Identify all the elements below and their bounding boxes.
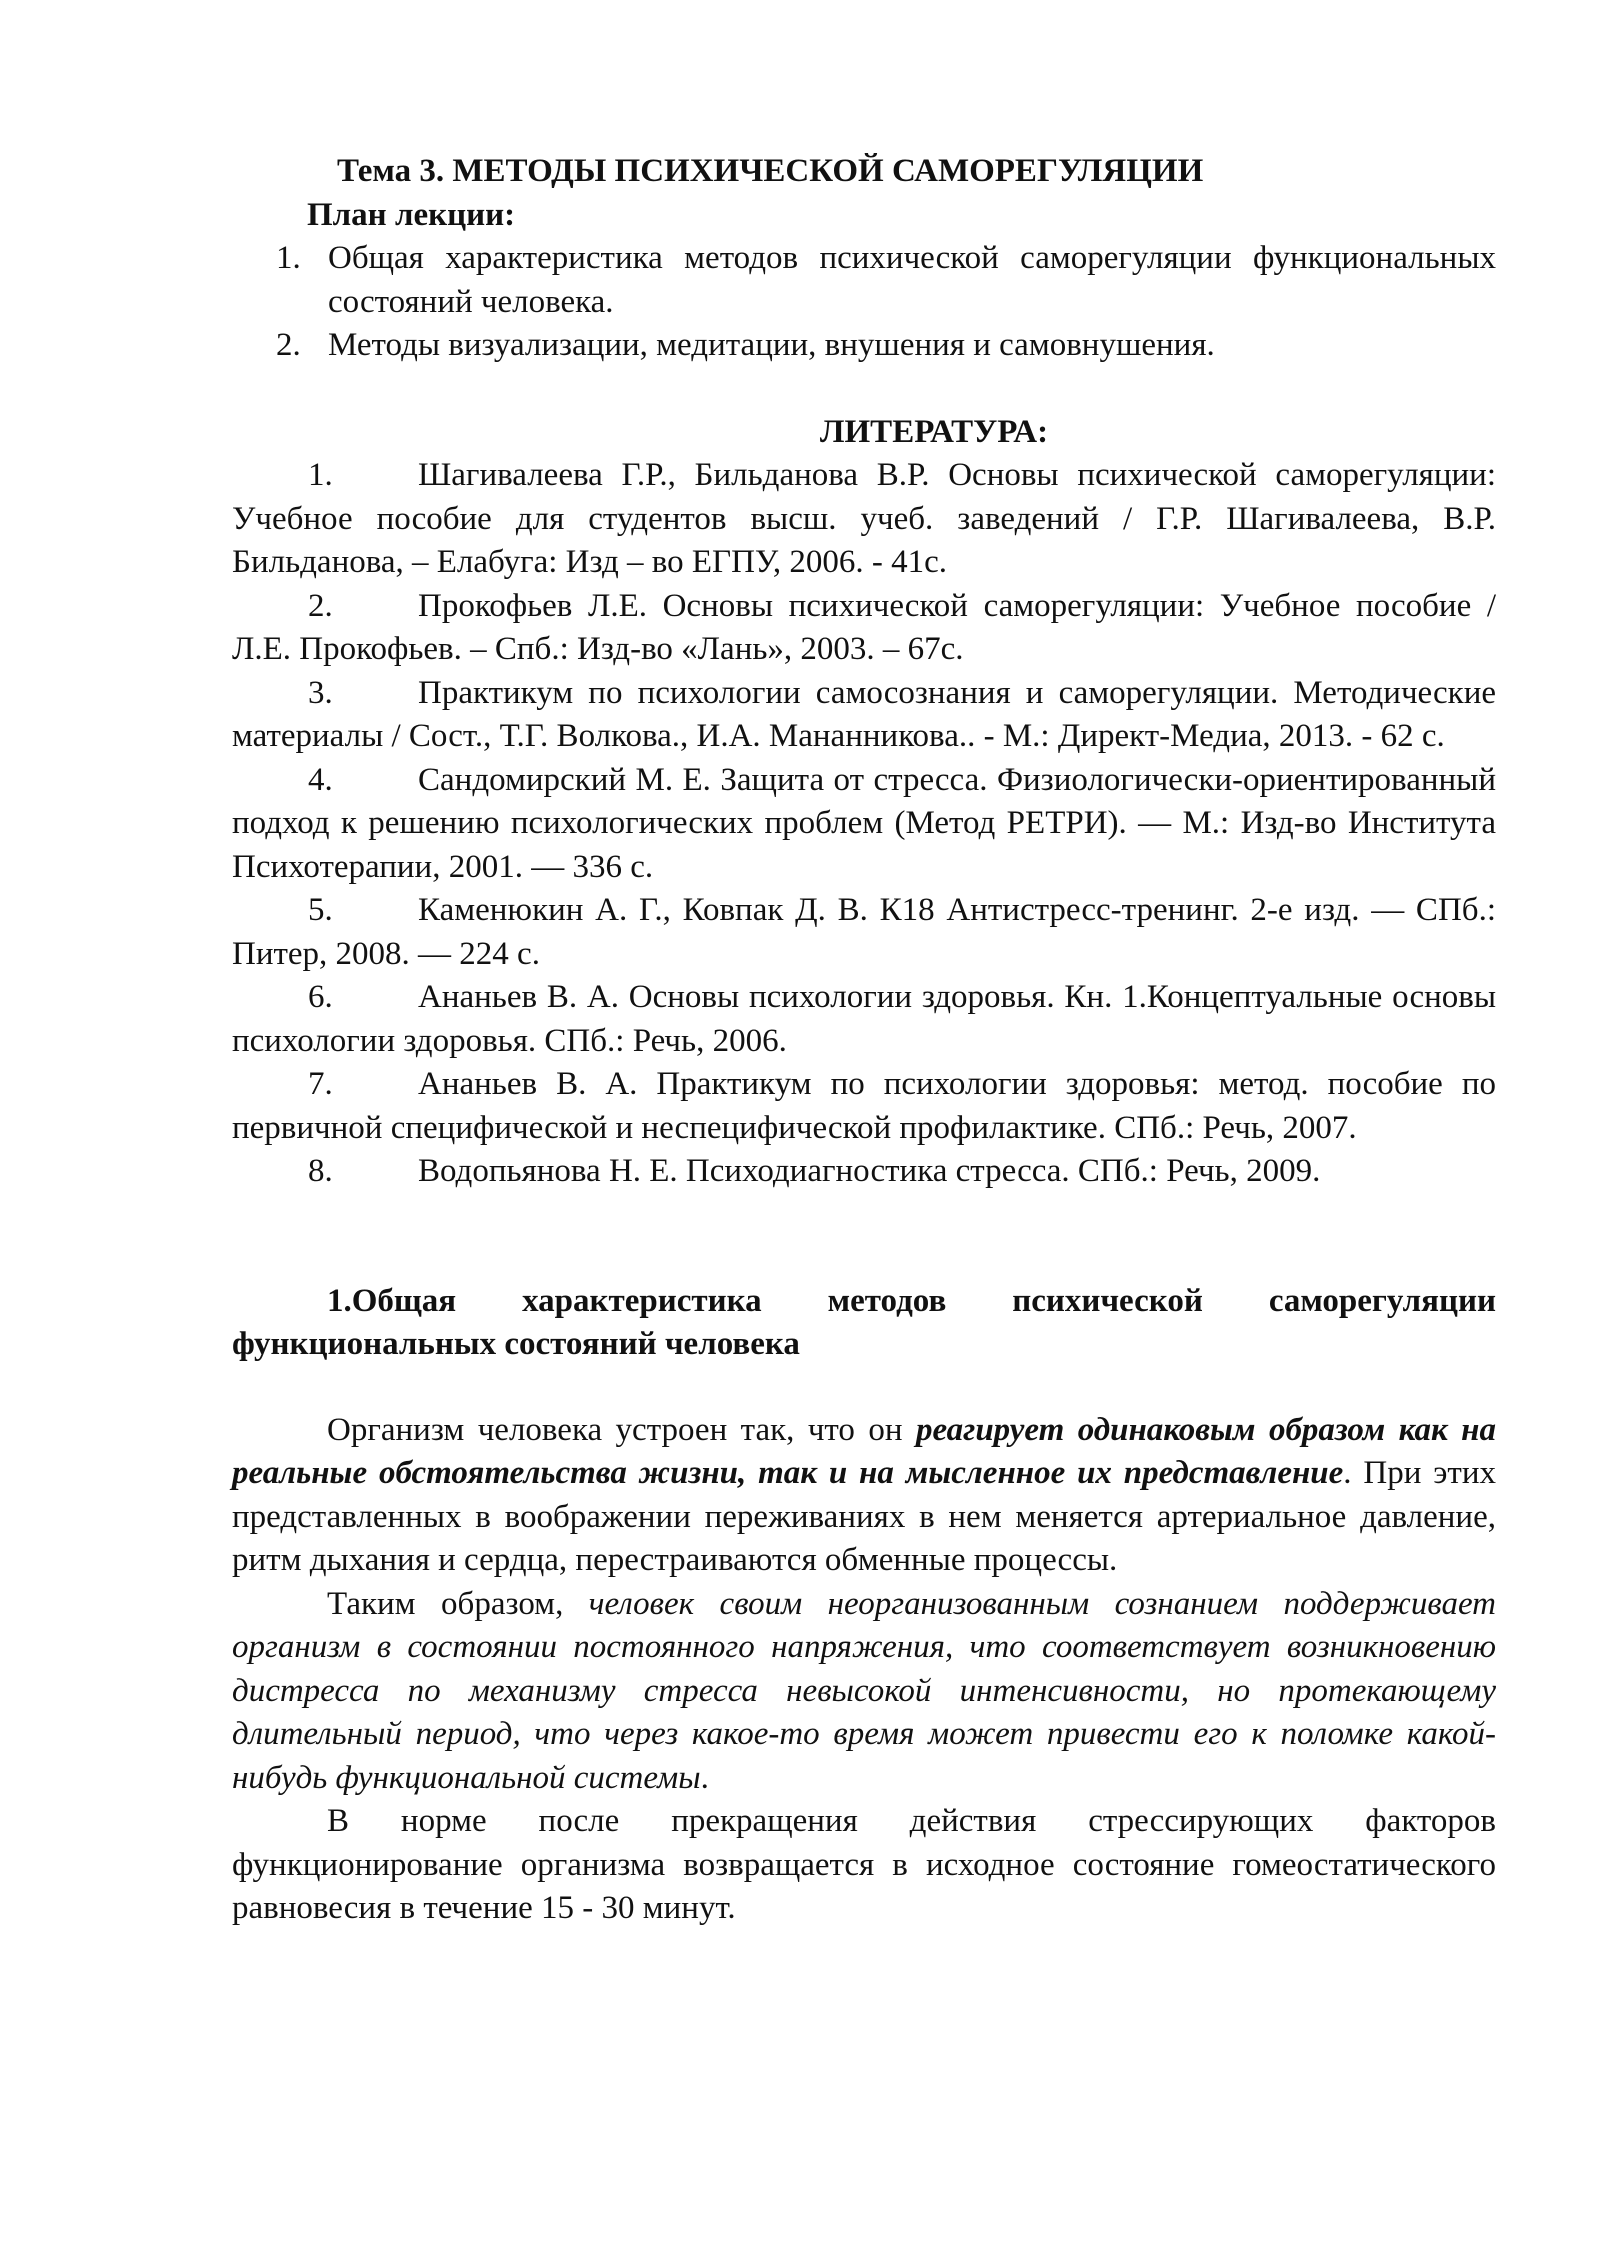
literature-item-text: Сандомирский М. Е. Защита от стресса. Физиологически-ориентированный подход к решению психологических проблем (Метод РЕТРИ). — М.: Изд-во Института Психотерапии, 2001. — 336 с. (232, 761, 1496, 885)
literature-item-text: Каменюкин А. Г., Ковпак Д. В. К18 Антистресс-тренинг. 2-е изд. — СПб.: Питер, 2008. — 224 с. (232, 892, 1496, 972)
paragraph-text: . При этих представленных в воображении переживаниях в нем меняется артериальное давление, ритм дыхания и сердца, перестраиваются обменные процессы. (232, 1455, 1496, 1578)
literature-item-text: Водопьянова Н. Е. Психодиагностика стресса. СПб.: Речь, 2009. (418, 1153, 1321, 1189)
literature-item (232, 889, 1496, 976)
literature-item (232, 976, 1496, 1063)
literature-item (232, 672, 1496, 759)
literature-item (232, 1063, 1496, 1150)
literature-heading: ЛИТЕРАТУРА: (819, 413, 1049, 450)
paragraph-text: Таким образом, (327, 1585, 589, 1622)
plan-heading: План лекции: (307, 196, 516, 233)
plan-item-number: 2. (276, 327, 301, 363)
literature-item (232, 585, 1496, 672)
literature-item (232, 1150, 1496, 1194)
literature-item-number: 2. (308, 587, 333, 624)
literature-item-text: Ананьев В. А. Основы психологии здоровья. Кн. 1.Концептуальные основы психологии здоровья. СПб.: Речь, 2006. (232, 979, 1496, 1059)
section-heading: 1.Общая характеристика методов психической саморегуляции функциональных состояний человека (232, 1282, 1496, 1362)
literature-item-text: Ананьев В. А. Практикум по психологии здоровья: метод. пособие по первичной специфической и неспецифической профилактике. СПб.: Речь, 2007. (232, 1066, 1496, 1146)
literature-item-text: Практикум по психологии самосознания и саморегуляции. Методические материалы / Сост., Т.Г. Волкова., И.А. Мананникова.. - М.: Директ-Медиа, 2013. - 62 с. (232, 674, 1496, 754)
literature-item-number: 8. (308, 1153, 333, 1189)
literature-item-number: 4. (308, 761, 333, 798)
literature-item-number: 5. (308, 892, 333, 928)
literature-item-number: 7. (308, 1066, 333, 1102)
plan-item-number: 1. (276, 240, 301, 276)
plan-item (232, 237, 1496, 324)
body-paragraph: В норме после прекращения действия стрессирующих факторов функционирование организма возвращается в исходное состояние гомеостатического равновесия в течение 15 - 30 минут. (232, 1803, 1496, 1926)
emphasis-italic: человек своим неорганизованным сознанием поддерживает организм в состоянии постоянного напряжения, что соответствует возникновению дистресса по механизму стресса невысокой интенсивности, но протекающему длительный период, что через какое-то время может привести его к поломке какой-нибудь функциональной системы (232, 1585, 1496, 1796)
plan-item-text: Методы визуализации, медитации, внушения и самовнушения. (328, 327, 1215, 363)
literature-item-number: 3. (308, 674, 333, 711)
page-title: Тема 3. МЕТОДЫ ПСИХИЧЕСКОЙ САМОРЕГУЛЯЦИИ (337, 153, 1204, 189)
body-paragraph (232, 1409, 1496, 1583)
emphasis-bold-italic: реагирует одинаковым образом как на реальные обстоятельства жизни, так и на мысленное их представление (232, 1411, 1497, 1491)
literature-item-number: 1. (308, 457, 333, 493)
body-paragraph (232, 1583, 1496, 1801)
literature-item-text: Прокофьев Л.Е. Основы психической саморегуляции: Учебное пособие /Л.Е. Прокофьев. – Спб.: Изд-во «Лань», 2003. – 67с. (232, 587, 1496, 667)
document-page (232, 150, 1496, 1931)
plan-item (232, 324, 1496, 368)
literature-item-number: 6. (308, 979, 333, 1015)
plan-item-text: Общая характеристика методов психической саморегуляции функциональных состояний человека. (328, 240, 1496, 320)
paragraph-text: Организм человека устроен так, что он (327, 1411, 916, 1448)
paragraph-text: . (700, 1759, 709, 1796)
literature-item-text: Шагивалеева Г.Р., Бильданова В.Р. Основы психической саморегуляции: Учебное пособие для студентов высш. учеб. заведений / Г.Р. Шагивалеева, В.Р. Бильданова, – Елабуга: Изд – во ЕГПУ, 2006. - 41с. (232, 457, 1496, 580)
literature-item (232, 454, 1496, 585)
literature-item (232, 759, 1496, 890)
